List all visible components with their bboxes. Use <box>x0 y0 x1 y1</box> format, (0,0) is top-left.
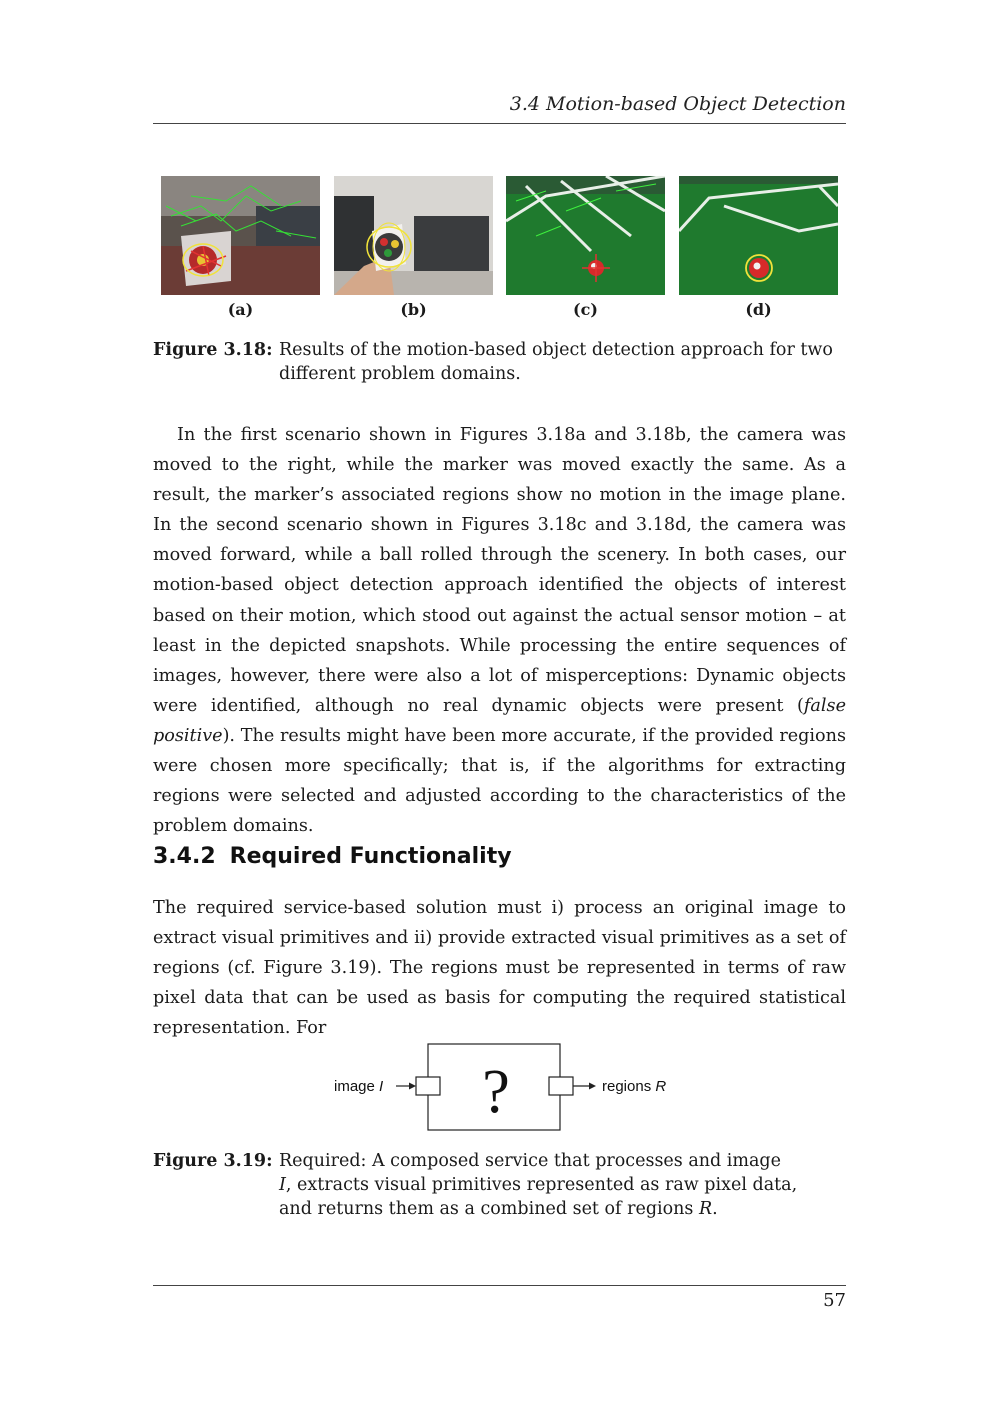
figure-3-18-caption <box>153 338 846 386</box>
running-header: 3.4 Motion-based Object Detection <box>509 93 846 115</box>
output-label: regions R <box>602 1078 667 1095</box>
section-title: Required Functionality <box>229 844 512 869</box>
figure-3-18-caption-text: Results of the motion-based object detection approach for two different problem domains. <box>279 340 833 384</box>
subfigure-d-label: (d) <box>745 300 772 319</box>
math-symbol: R <box>698 1199 713 1219</box>
figure-3-19-caption-label: Figure 3.19: <box>153 1151 273 1171</box>
input-arrowhead <box>409 1083 416 1090</box>
subfigure-b-label: (b) <box>400 300 427 319</box>
subfigure-d-image <box>679 176 838 295</box>
subfigure-c-image <box>506 176 665 295</box>
figure-3-19-caption-text: Required: A composed service that processes and image I, extracts visual primitives represented as raw pixel data, and returns them as a combined set of regions R. <box>279 1151 798 1219</box>
subfigure-c-label: (c) <box>573 300 598 319</box>
body-paragraph-2: The required service-based solution must i) process an original image to extract visual primitives and ii) provide extracted visual primitives as a set of regions (cf. Figure 3.19). The regions must be represented in terms of raw pixel data that can be used as basis for computing the required statistical representation. For <box>153 898 846 1039</box>
handheld-marker-photo <box>334 176 493 295</box>
figure-3-19-caption <box>153 1149 846 1221</box>
output-port <box>549 1077 573 1095</box>
body-paragraph-1: In the first scenario shown in Figures 3.18a and 3.18b, the camera was moved to the right, while the marker was moved exactly the same. As a result, the marker’s associated regions show no motion in the image plane. In the second scenario shown in Figures 3.18c and 3.18d, the camera was moved forward, while a ball rolled through the scenery. In both cases, our motion-based object detection approach identified the objects of interest based on their motion, which stood out against the actual sensor motion – at least in the depicted snapshots. While processing the entire sequences of images, however, there were also a lot of misperceptions: Dynamic objects were identified, although no real dynamic objects were present (false positive). The results might have been more accurate, if the provided regions were chosen more specifically; that is, if the algorithms for extracting regions were selected and adjusted according to the characteristics of the problem domains. <box>153 425 846 837</box>
footer-rule <box>153 1285 846 1286</box>
header-rule <box>153 123 846 124</box>
false-positive-term: false positive <box>153 695 846 746</box>
section-number: 3.4.2 <box>153 844 216 869</box>
composed-service-diagram <box>320 1040 690 1136</box>
soccer-field-ball-photo <box>506 176 665 295</box>
input-port <box>416 1077 440 1095</box>
subfigure-a-image <box>161 176 320 295</box>
unknown-service-symbol: ? <box>482 1058 510 1126</box>
soccer-field-detected-ball-photo <box>679 176 838 295</box>
subfigure-b-image <box>334 176 493 295</box>
section-heading <box>153 844 846 869</box>
office-marker-photo <box>161 176 320 295</box>
subfigure-a-label: (a) <box>227 300 254 319</box>
input-label: image I <box>334 1078 384 1095</box>
math-symbol: I <box>279 1175 286 1195</box>
figure-3-18-caption-label: Figure 3.18: <box>153 340 273 360</box>
output-arrowhead <box>589 1083 596 1090</box>
figure-3-19-diagram <box>320 1040 690 1136</box>
page-number: 57 <box>823 1290 846 1311</box>
